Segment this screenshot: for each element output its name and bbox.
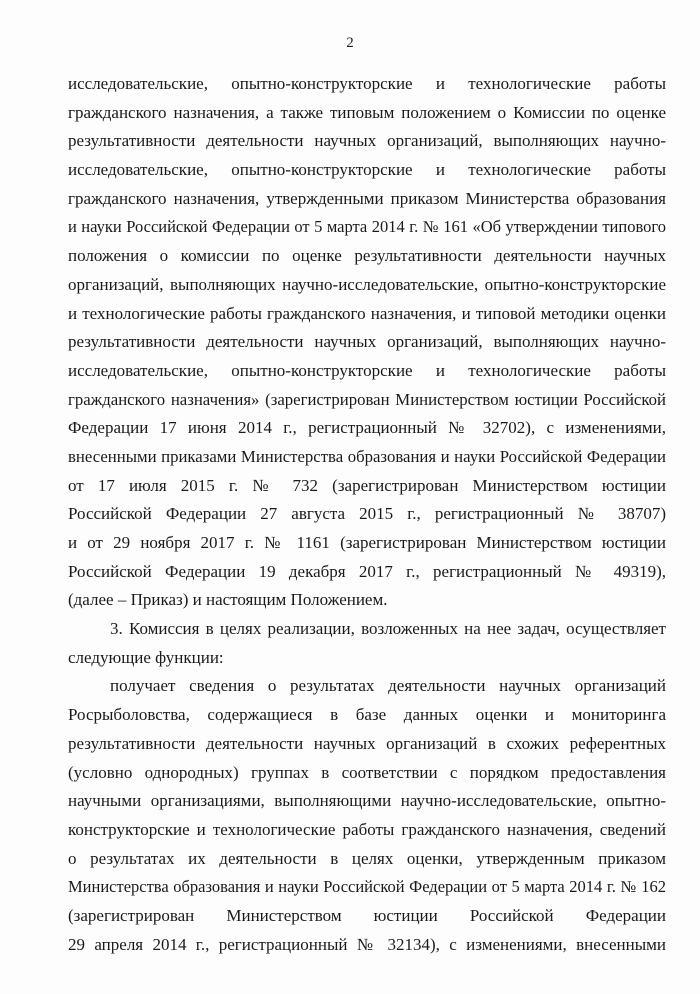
- text-line: (условно однородных) группах в соответствии с порядком предоставления: [68, 762, 666, 782]
- text-line: гражданского назначения» (зарегистрирован Министерством юстиции Российской: [68, 389, 666, 409]
- text-line: исследовательские, опытно-конструкторские и технологические работы: [68, 74, 666, 93]
- text-line: внесенными приказами Министерства образования и науки Российской Федерации: [68, 446, 666, 466]
- text-line: Росрыболовства, содержащиеся в базе данных оценки и мониторинга: [68, 705, 666, 725]
- text-line: исследовательские, опытно-конструкторские и технологические работы: [68, 360, 666, 380]
- text-line: 3. Комиссия в целях реализации, возложенных на нее задач, осуществляет: [110, 619, 666, 639]
- text-line: результативности деятельности научных организаций, выполняющих научно-: [68, 131, 666, 151]
- text-line: Российской Федерации 27 августа 2015 г., регистрационный № 38707): [68, 504, 666, 524]
- text-line: конструкторские и технологические работы гражданского назначения, сведений: [68, 819, 666, 839]
- text-line: Федерации 17 июня 2014 г., регистрационный № 32702), с изменениями,: [68, 418, 666, 438]
- text-line: (зарегистрирован Министерством юстиции Российской Федерации: [68, 905, 666, 925]
- text-line: 29 апреля 2014 г., регистрационный № 32134), с изменениями, внесенными: [68, 934, 666, 954]
- text-line: научными организациями, выполняющими научно-исследовательские, опытно-: [68, 791, 666, 811]
- page-number: 2: [346, 35, 354, 51]
- text-line: и технологические работы гражданского назначения, и типовой методики оценки: [68, 303, 666, 323]
- text-line: о результатах их деятельности в целях оценки, утвержденным приказом: [68, 848, 666, 868]
- text-line: результативности деятельности научных организаций в схожих референтных: [68, 733, 666, 753]
- text-line: Российской Федерации 19 декабря 2017 г., регистрационный № 49319),: [68, 561, 666, 581]
- text-line: положения о комиссии по оценке результативности деятельности научных: [68, 246, 666, 266]
- text-line: и науки Российской Федерации от 5 марта 2014 г. № 161 «Об утверждении типового: [68, 217, 666, 237]
- text-line: организаций, выполняющих научно-исследовательские, опытно-конструкторские: [68, 274, 666, 294]
- text-line: гражданского назначения, а также типовым положением о Комиссии по оценке: [68, 102, 666, 122]
- text-line: исследовательские, опытно-конструкторские и технологические работы: [68, 160, 666, 180]
- text-line: от 17 июля 2015 г. № 732 (зарегистрирован Министерством юстиции: [68, 475, 666, 495]
- text-line: (далее – Приказ) и настоящим Положением.: [68, 590, 388, 610]
- text-line: гражданского назначения, утвержденными приказом Министерства образования: [68, 188, 666, 208]
- text-line: и от 29 ноября 2017 г. № 1161 (зарегистрирован Министерством юстиции: [68, 533, 666, 552]
- text-line: Министерства образования и науки Российской Федерации от 5 марта 2014 г. № 162: [68, 877, 666, 897]
- text-line: следующие функции:: [68, 647, 224, 667]
- text-line: результативности деятельности научных организаций, выполняющих научно-: [68, 332, 666, 352]
- document-body: [68, 70, 666, 959]
- text-line: получает сведения о результатах деятельности научных организаций: [110, 676, 666, 696]
